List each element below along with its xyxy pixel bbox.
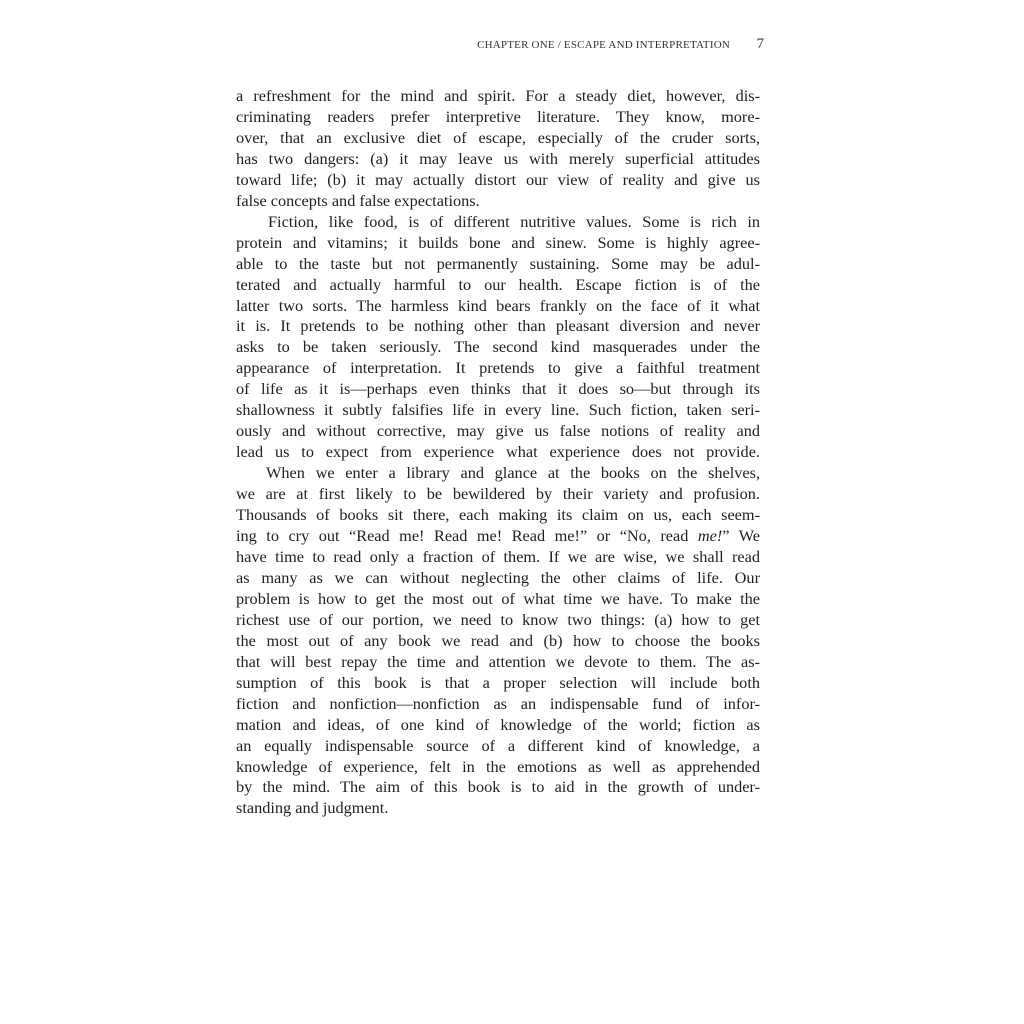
text-line: sumption of this book is that a proper selection will include both [236,672,760,692]
text-line: problem is how to get the most out of what time we have. To make the [236,588,760,608]
text-line: false concepts and false expectations. [236,190,480,210]
paragraph-3 [236,463,760,819]
text-line: richest use of our portion, we need to know two things: (a) how to get [236,609,760,629]
text-line: an equally indispensable source of a different kind of knowledge, a [236,735,760,755]
text-line: that will best repay the time and attention we devote to them. The as- [236,651,760,671]
page-number: 7 [756,36,764,52]
text-line: we are at first likely to be bewildered by their variety and profusion. [236,484,760,504]
chapter-title: CHAPTER ONE / ESCAPE AND INTERPRETATION [477,39,730,51]
text-line: latter two sorts. The harmless kind bears frankly on the face of it what [236,295,760,315]
text-line: ously and without corrective, may give us false notions of reality and [236,421,760,441]
paragraph-1 [236,86,760,212]
text-line: a refreshment for the mind and spirit. For a steady diet, however, dis- [236,86,760,105]
text-line: protein and vitamins; it builds bone and sinew. Some is highly agree- [236,232,760,252]
text-line: When we enter a library and glance at the books on the shelves, [266,463,760,483]
text-line: terated and actually harmful to our health. Escape fiction is of the [236,274,760,294]
paragraph-2 [236,212,760,463]
text-line: Thousands of books sit there, each making its claim on us, each seem- [236,505,760,525]
text-line: toward life; (b) it may actually distort our view of reality and give us [236,169,760,189]
text-line-with-italic [236,526,760,547]
text-line: shallowness it subtly falsifies life in every line. Such fiction, taken seri- [236,400,760,420]
italic-emphasis: me! [697,526,723,546]
text-line: standing and judgment. [236,798,389,818]
text-line: knowledge of experience, felt in the emotions as well as apprehended [236,756,760,776]
body-text [236,86,760,819]
text-line: mation and ideas, of one kind of knowledge of the world; fiction as [236,714,760,734]
text-line: as many as we can without neglecting the other claims of life. Our [236,567,760,587]
text-segment: ” We [722,526,761,546]
text-line: fiction and nonfiction—nonfiction as an indispensable fund of infor- [236,693,760,713]
text-line: it is. It pretends to be nothing other than pleasant diversion and never [236,316,760,336]
text-line: of life as it is—perhaps even thinks that it does so—but through its [236,379,760,399]
text-line: able to the taste but not permanently sustaining. Some may be adul- [236,253,760,273]
text-line: have time to read only a fraction of them. If we are wise, we shall read [236,546,760,566]
text-line: asks to be taken seriously. The second kind masquerades under the [236,337,760,357]
text-line: over, that an exclusive diet of escape, especially of the cruder sorts, [236,127,760,147]
text-line: appearance of interpretation. It pretends to give a faithful treatment [236,358,760,378]
text-line: criminating readers prefer interpretive literature. They know, more- [236,106,760,126]
text-line: lead us to expect from experience what experience does not provide. [236,442,760,462]
text-line: has two dangers: (a) it may leave us with merely superficial attitudes [236,148,760,168]
text-line: by the mind. The aim of this book is to aid in the growth of under- [236,777,760,797]
text-line: the most out of any book we read and (b) how to choose the books [236,630,760,650]
running-head [236,36,764,56]
text-segment: ing to cry out “Read me! Read me! Read me!” or “No, read [236,526,698,546]
text-line: Fiction, like food, is of different nutritive values. Some is rich in [268,211,760,231]
